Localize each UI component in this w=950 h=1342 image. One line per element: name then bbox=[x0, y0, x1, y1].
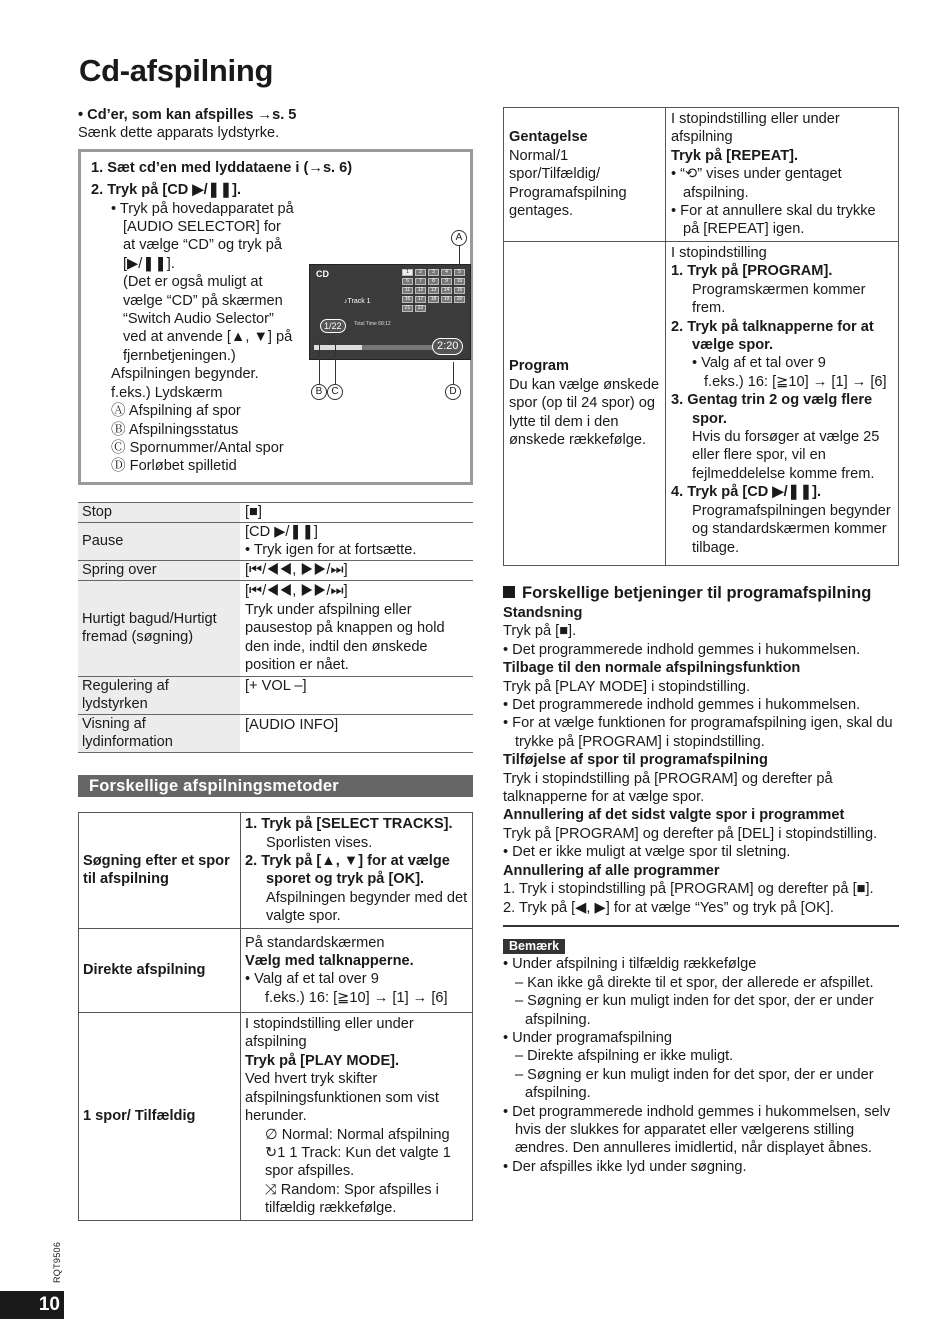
row-text: Programafspilningen begynder og standardskærmen kommer tilbage. bbox=[692, 502, 891, 556]
table-row bbox=[78, 502, 473, 522]
example-label: f.eks.) Lydskærm bbox=[111, 384, 223, 401]
row-text: Tryk på [REPEAT]. bbox=[671, 147, 799, 164]
row-text: I stopindstilling eller under afspilning bbox=[671, 111, 840, 146]
step-2-text: (Det er også muligt at bbox=[123, 274, 263, 291]
table-row bbox=[79, 928, 473, 1012]
method-text: I stopindstilling eller under afspilning bbox=[245, 1016, 414, 1051]
note-subitem: – Direkte afspilning er ikke muligt. bbox=[515, 1048, 734, 1065]
note-subitem: – Søgning er kun muligt inden for det spor, der er under afspilning. bbox=[515, 993, 874, 1028]
lcd-source-label: CD bbox=[316, 268, 329, 279]
row-text: • “⟲” vises under gentaget afspilning. bbox=[671, 166, 842, 201]
document-code: RQT9506 bbox=[52, 1241, 62, 1283]
lcd-track: ♪Track 1 bbox=[344, 297, 371, 305]
left-column bbox=[78, 106, 473, 1221]
track-cell: 1 bbox=[402, 269, 413, 276]
note-item: • Under programafspilning bbox=[503, 1029, 672, 1046]
track-cell: 8 bbox=[428, 278, 439, 285]
legend-d: Ⓓ Forløbet spilletid bbox=[111, 458, 237, 475]
method-text: f.eks.) 16: [≧10] → [1] → [6] bbox=[265, 989, 448, 1006]
page-title: Cd-afspilning bbox=[79, 53, 274, 88]
program-ops-heading bbox=[503, 582, 899, 604]
sub-heading: Tilbage til den normale afspilningsfunktion bbox=[503, 660, 801, 677]
method-text: Vælg med talknapperne. bbox=[245, 952, 414, 969]
table-row bbox=[78, 522, 473, 560]
method-text: Ved hvert tryk skifter afspilningsfunktionen som vist herunder. bbox=[245, 1071, 439, 1125]
table-row bbox=[79, 1012, 473, 1220]
control-note: • Tryk igen for at fortsætte. bbox=[245, 542, 417, 559]
row-text: • Valg af et tal over 9 bbox=[692, 355, 826, 372]
track-cell: 13 bbox=[428, 287, 439, 294]
method-step: 1. Tryk på [SELECT TRACKS]. bbox=[245, 816, 453, 833]
track-cell: 21 bbox=[402, 305, 413, 312]
table-row bbox=[78, 580, 473, 676]
track-cell: 4 bbox=[441, 269, 452, 276]
sub-heading: Annullering af det sidst valgte spor i programmet bbox=[503, 807, 845, 824]
control-value: [AUDIO INFO] bbox=[240, 714, 473, 752]
row-text: • For at annullere skal du trykke på [REPEAT] igen. bbox=[671, 203, 876, 238]
track-cell: 17 bbox=[415, 296, 426, 303]
step-2-result: Afspilningen begynder. bbox=[111, 366, 259, 383]
step-2: 2. Tryk på [CD ▶/❚❚]. bbox=[91, 182, 242, 199]
square-icon bbox=[503, 586, 515, 598]
track-cell: 6 bbox=[402, 278, 413, 285]
sub-heading: Standsning bbox=[503, 605, 583, 621]
program-step: 3. Gentag trin 2 og vælg flere spor. bbox=[671, 392, 873, 427]
body-bullet: • Det programmerede indhold gemmes i hukommelsen. bbox=[503, 697, 861, 714]
note-badge: Bemærk bbox=[503, 939, 565, 954]
note-subitem: – Kan ikke gå direkte til et spor, der allerede er afspillet. bbox=[515, 974, 874, 991]
row-title: Program bbox=[509, 358, 570, 375]
step-1: 1. Sæt cd’en med lyddataene i (→s. 6) bbox=[91, 159, 353, 176]
note-item: • Der afspilles ikke lyd under søgning. bbox=[503, 1158, 747, 1175]
program-step: 1. Tryk på [PROGRAM]. bbox=[671, 263, 833, 280]
lcd-total-time: Total Time 68:12 bbox=[354, 320, 391, 327]
callout-d-line bbox=[453, 362, 454, 384]
callout-d: D bbox=[445, 384, 461, 400]
body-text: Tryk på [■]. bbox=[503, 623, 577, 640]
note-item: • Det programmerede indhold gemmes i hukommelsen, selv hvis der slukkes for apparatet eller vælgerens stilling ændres. Den annulleres imidlertid, når displayet åbnes. bbox=[503, 1103, 891, 1157]
track-cell: 15 bbox=[454, 287, 465, 294]
body-bullet: • Det er ikke muligt at vælge spor til sletning. bbox=[503, 844, 791, 861]
control-label: Stop bbox=[78, 502, 240, 522]
note-subitem: – Søgning er kun muligt inden for det spor, der er under afspilning. bbox=[515, 1066, 874, 1102]
section-heading: Forskellige afspilningsmetoder bbox=[78, 775, 473, 797]
method-text: ⤨ Random: Spor afspilles i tilfældig rækkefølge. bbox=[265, 1181, 439, 1217]
track-cell: 12 bbox=[415, 287, 426, 294]
callout-a: A bbox=[451, 230, 467, 246]
step-2-text: “Switch Audio Selector” bbox=[123, 311, 274, 328]
row-title: Gentagelse bbox=[509, 129, 588, 146]
callout-c-line bbox=[335, 342, 336, 384]
track-cell: 19 bbox=[441, 296, 452, 303]
callout-b-line bbox=[319, 342, 320, 384]
method-label: Direkte afspilning bbox=[79, 928, 241, 1012]
control-note: Tryk under afspilning eller pausestop på knappen og hold den inde, indtil den ønskede position er nået. bbox=[245, 601, 445, 673]
track-cell: 2 bbox=[415, 269, 426, 276]
control-value: [⏮/◀◀, ▶▶/⏭] bbox=[240, 560, 473, 580]
control-label: Hurtigt bagud/Hurtigt fremad (søgning) bbox=[78, 580, 240, 676]
control-value: [CD ▶/❚❚] bbox=[245, 523, 318, 540]
right-column bbox=[503, 107, 899, 1176]
step-2-text: at vælge “CD” og tryk på bbox=[123, 237, 282, 254]
control-label: Pause bbox=[78, 522, 240, 560]
body-bullet: • Det programmerede indhold gemmes i hukommelsen. bbox=[503, 641, 861, 658]
method-text: ∅ Normal: Normal afspilning bbox=[265, 1126, 450, 1143]
method-text: Sporlisten vises. bbox=[266, 834, 373, 851]
track-grid bbox=[402, 269, 468, 312]
step-2-text: • Tryk på hovedapparatet på bbox=[111, 200, 294, 217]
intro-bullet: • Cd’er, som kan afspilles →s. 5 bbox=[78, 107, 297, 123]
control-value: [■] bbox=[240, 502, 473, 522]
body-text: 2. Tryk på [◀, ▶] for at vælge “Yes” og tryk på [OK]. bbox=[503, 899, 834, 916]
program-ops-heading-text: Forskellige betjeninger til programafspilning bbox=[522, 584, 872, 602]
track-cell: 20 bbox=[454, 296, 465, 303]
table-row bbox=[79, 812, 473, 928]
track-cell: 22 bbox=[415, 305, 426, 312]
body-text: Tryk på [PLAY MODE] i stopindstilling. bbox=[503, 678, 751, 695]
step-2-text: [AUDIO SELECTOR] for bbox=[123, 219, 281, 236]
method-label: 1 spor/ Tilfældig bbox=[79, 1012, 241, 1220]
repeat-program-table bbox=[503, 107, 899, 566]
body-bullet: • For at vælge funktionen for programafspilning igen, skal du trykke på [PROGRAM] i stopindstilling. bbox=[503, 715, 893, 750]
track-cell: 18 bbox=[428, 296, 439, 303]
lcd-screen bbox=[309, 264, 471, 360]
steps-box bbox=[78, 149, 473, 485]
control-label: Spring over bbox=[78, 560, 240, 580]
track-cell: 16 bbox=[402, 296, 413, 303]
divider bbox=[503, 925, 899, 927]
track-cell: 14 bbox=[441, 287, 452, 294]
callout-c: C bbox=[327, 384, 343, 400]
row-text: f.eks.) 16: [≧10] → [1] → [6] bbox=[704, 373, 887, 390]
control-label: Visning af lydinformation bbox=[78, 714, 240, 752]
intro-line: Sænk dette apparats lydstyrke. bbox=[78, 125, 280, 142]
track-cell: 11 bbox=[402, 287, 413, 294]
table-row bbox=[504, 108, 899, 242]
row-text: Programskærmen kommer frem. bbox=[692, 281, 866, 317]
track-cell: 10 bbox=[454, 278, 465, 285]
lcd-elapsed-time: 2:20 bbox=[432, 338, 463, 355]
step-2-text: fjernbetjeningen.) bbox=[123, 347, 236, 364]
program-step: 2. Tryk på talknapperne for at vælge spor. bbox=[671, 318, 874, 354]
program-step: 4. Tryk på [CD ▶/❚❚]. bbox=[671, 484, 822, 501]
method-text: • Valg af et tal over 9 bbox=[245, 971, 379, 988]
control-value: [+ VOL –] bbox=[240, 676, 473, 714]
row-desc: Du kan vælge ønskede spor (op til 24 spor) og lytte til dem i den ønskede rækkefølge. bbox=[509, 376, 660, 449]
row-text: I stopindstilling bbox=[671, 245, 767, 261]
progress-fill bbox=[314, 345, 362, 350]
legend-a: Ⓐ Afspilning af spor bbox=[111, 403, 241, 420]
track-cell: 9 bbox=[441, 278, 452, 285]
table-row bbox=[78, 560, 473, 580]
method-text: Tryk på [PLAY MODE]. bbox=[245, 1052, 400, 1069]
body-text: Tryk på [PROGRAM] og derefter på [DEL] i stopindstilling. bbox=[503, 825, 878, 842]
progress-bar bbox=[314, 345, 434, 350]
track-cell: 7 bbox=[415, 278, 426, 285]
callout-b: B bbox=[311, 384, 327, 400]
sub-heading: Tilføjelse af spor til programafspilning bbox=[503, 752, 768, 769]
method-text: Afspilningen begynder med det valgte spor. bbox=[266, 889, 468, 925]
method-text: På standardskærmen bbox=[245, 934, 385, 951]
legend-c: Ⓒ Spornummer/Antal spor bbox=[111, 439, 284, 456]
row-text: Hvis du forsøger at vælge 25 eller flere spor, vil en fejlmeddelelse komme frem. bbox=[692, 429, 880, 482]
table-row bbox=[78, 676, 473, 714]
step-2-text: ved at anvende [▲, ▼] på bbox=[123, 329, 293, 346]
methods-table bbox=[78, 812, 473, 1221]
track-cell: 5 bbox=[454, 269, 465, 276]
lcd-track-count: 1/22 bbox=[320, 319, 346, 333]
row-desc: Normal/1 spor/Tilfældig/ Programafspilning gentages. bbox=[509, 147, 627, 220]
table-row bbox=[78, 714, 473, 752]
control-value: [⏮/◀◀, ▶▶/⏭] bbox=[245, 583, 348, 600]
body-text: Tryk i stopindstilling på [PROGRAM] og derefter på talknapperne for at vælge spor. bbox=[503, 770, 833, 806]
audio-screen-illustration bbox=[309, 192, 473, 397]
step-2-text: [▶/❚❚]. bbox=[123, 255, 175, 272]
track-cell: 3 bbox=[428, 269, 439, 276]
controls-table bbox=[78, 502, 473, 753]
table-row bbox=[504, 242, 899, 566]
method-step: 2. Tryk på [▲, ▼] for at vælge sporet og tryk på [OK]. bbox=[245, 852, 450, 888]
method-label: Søgning efter et spor til afspilning bbox=[79, 812, 241, 928]
page-number: 10 bbox=[0, 1291, 64, 1319]
note-item: • Under afspilning i tilfældig rækkefølge bbox=[503, 956, 757, 973]
method-text: ↻1 1 Track: Kun det valgte 1 spor afspilles. bbox=[265, 1144, 451, 1180]
body-text: 1. Tryk i stopindstilling på [PROGRAM] og derefter på [■]. bbox=[503, 881, 874, 898]
sub-heading: Annullering af alle programmer bbox=[503, 862, 720, 879]
step-2-text: vælge “CD” på skærmen bbox=[123, 292, 283, 309]
control-label: Regulering af lydstyrken bbox=[78, 676, 240, 714]
legend-b: Ⓑ Afspilningsstatus bbox=[111, 421, 239, 438]
